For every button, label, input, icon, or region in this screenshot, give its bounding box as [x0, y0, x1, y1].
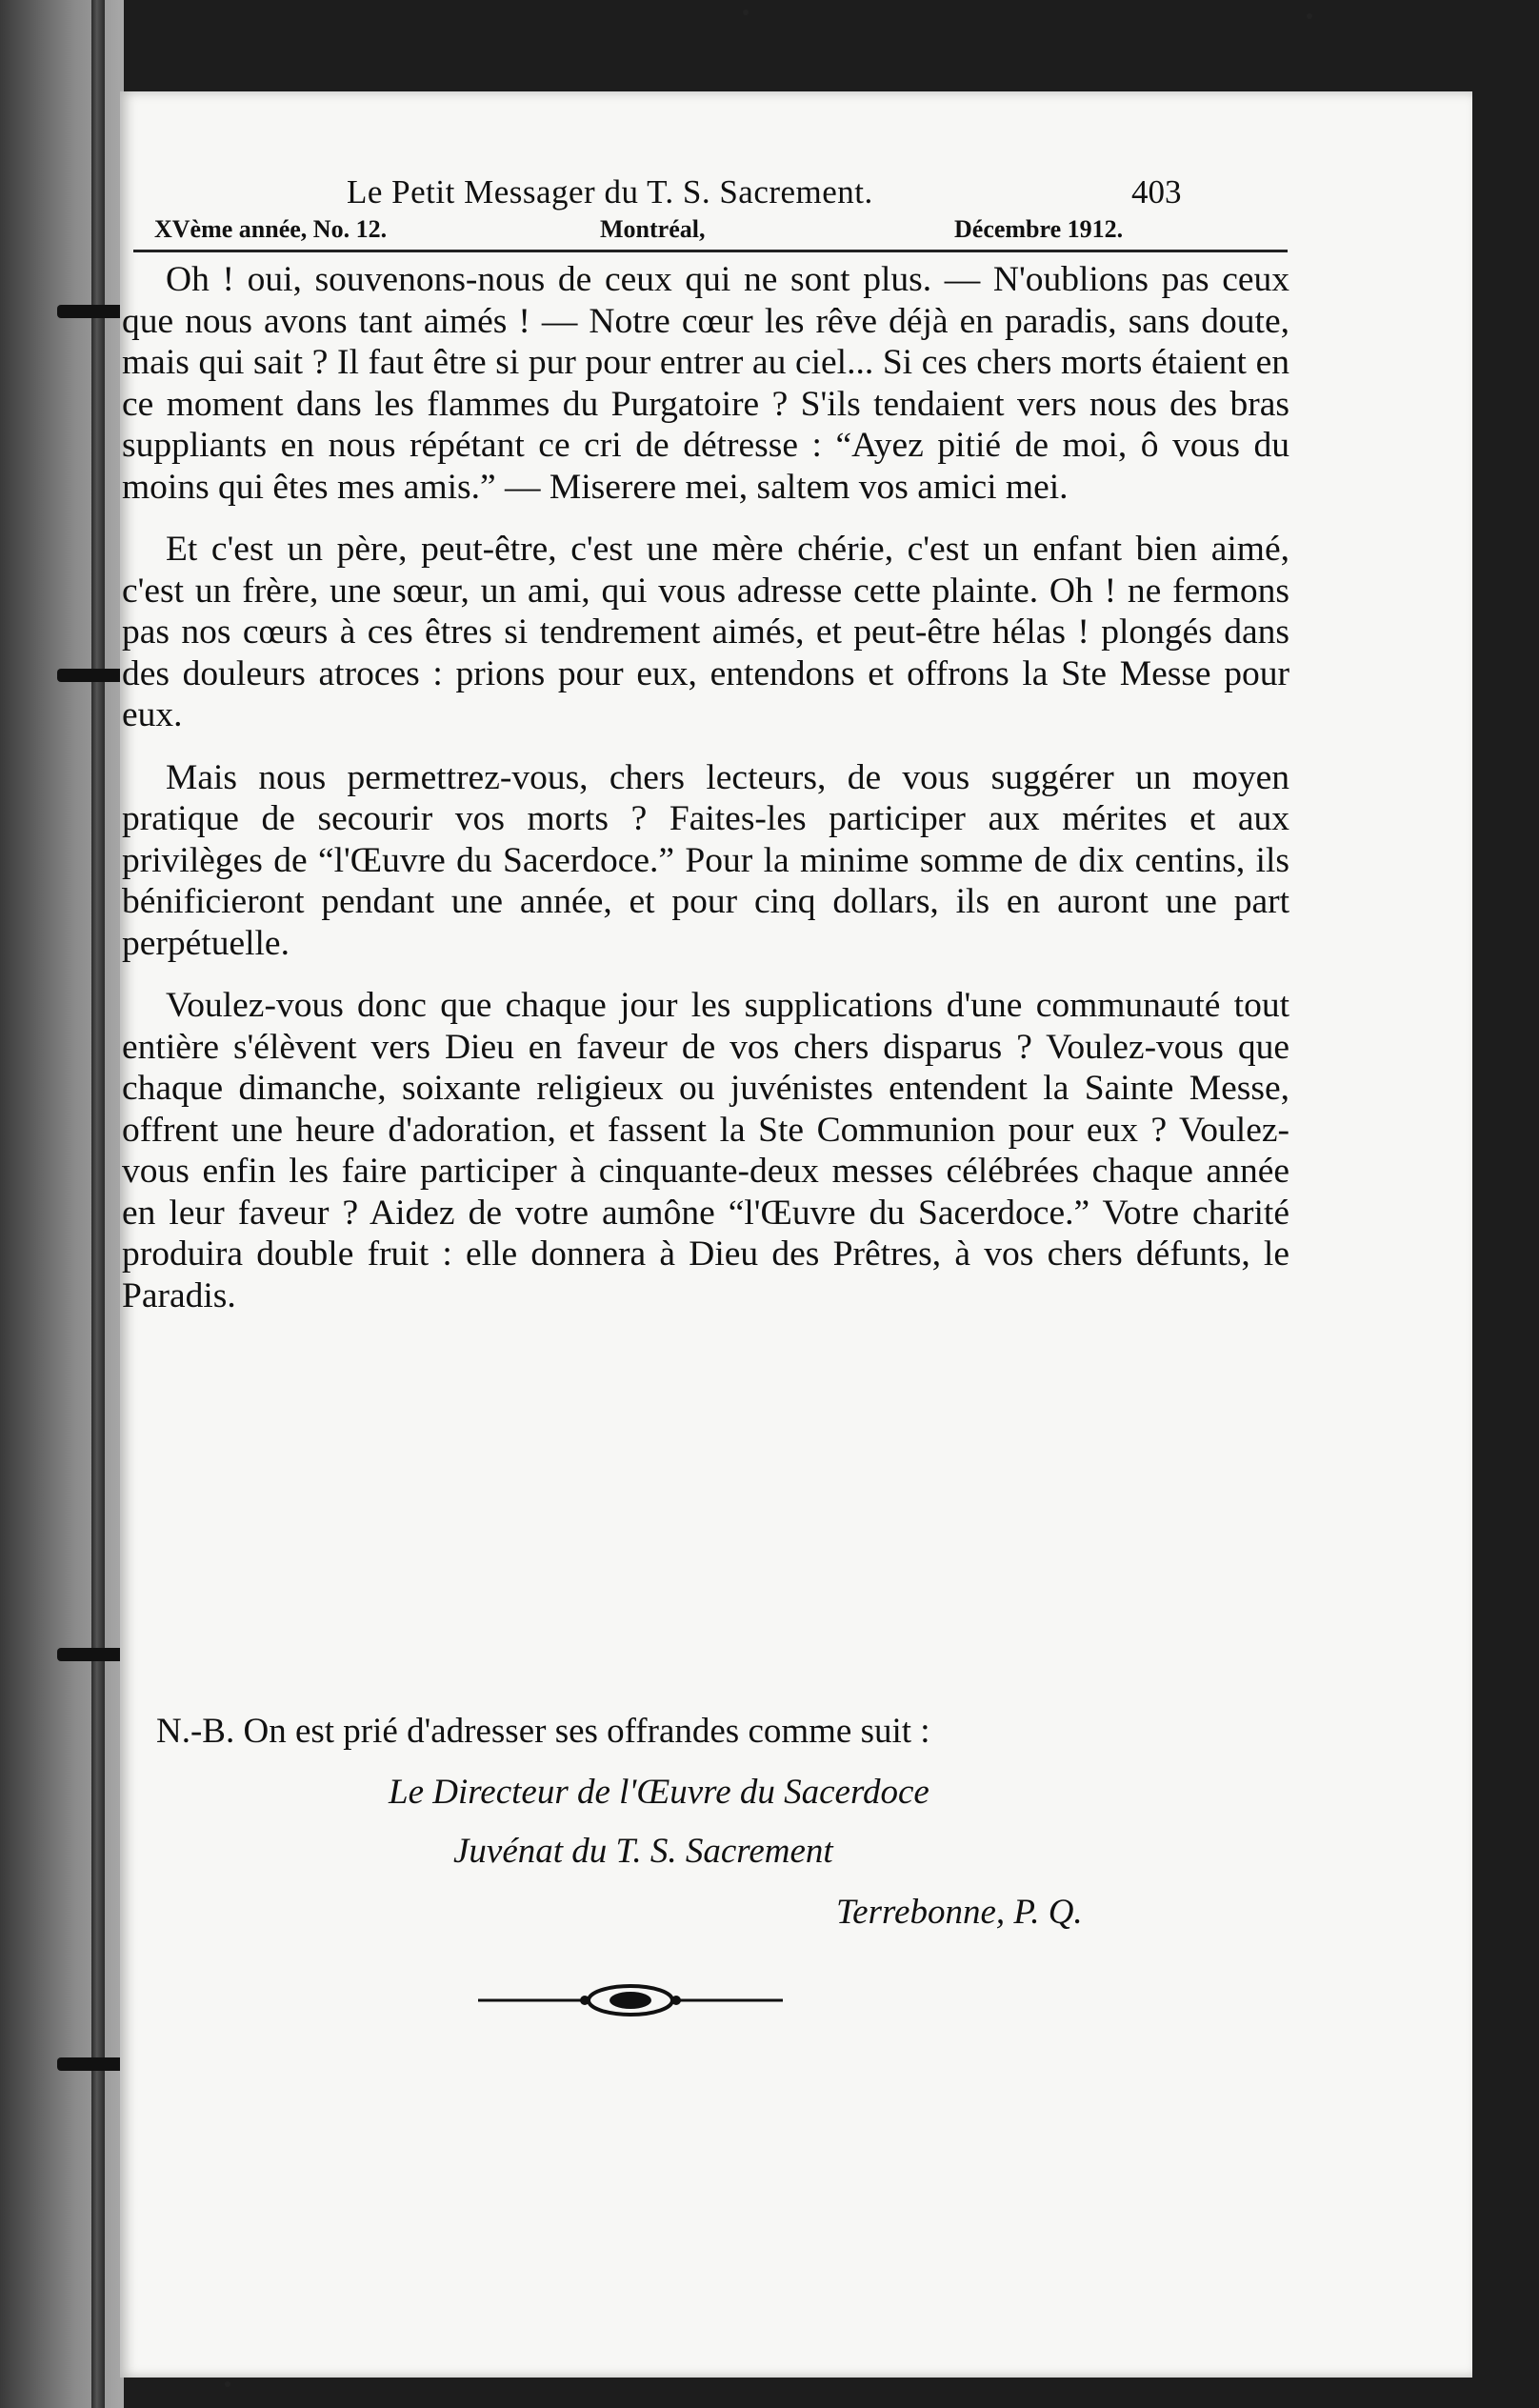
issue-date: Décembre 1912. [954, 215, 1124, 243]
binding-strip [0, 0, 124, 2408]
scan-speck [225, 2381, 230, 2387]
ornament-divider-icon [478, 1983, 783, 2017]
binding-thread [91, 0, 105, 2408]
header-rule [133, 250, 1288, 252]
nota-bene: N.-B. On est prié d'adresser ses offrandes comme suit : [156, 1712, 930, 1751]
issue-city: Montréal, [600, 215, 706, 243]
scan-speck [743, 10, 749, 15]
paragraph: Voulez-vous donc que chaque jour les supplications d'une communauté tout entière s'élèvent vers Dieu en faveur de vos chers disparus ? Voulez-vous que chaque dimanche, soixante religieux ou juvénistes entendent la Sainte Messe, offrent une heure d'adoration, et fassent la Ste Communion pour eux ? Voulez-vous enfin les faire participer à cinquante-deux messes célébrées chaque année en leur faveur ? Aidez de votre aumône “l'Œuvre du Sacerdoce.” Votre charité produira double fruit : elle donnera à Dieu des Prêtres, à vos chers défunts, le Paradis. [122, 986, 1289, 1315]
address-line-3: Terrebonne, P. Q. [836, 1893, 1083, 1932]
scan-speck [1307, 13, 1312, 19]
address-line-1: Le Directeur de l'Œuvre du Sacerdoce [389, 1773, 929, 1812]
page-number: 403 [1131, 173, 1182, 211]
article-body [122, 259, 1289, 1337]
paragraph: Mais nous permettrez-vous, chers lecteurs, de vous suggérer un moyen pratique de secourir vos morts ? Faites-les participer aux mérites et aux privilèges de “l'Œuvre du Sacerdoce.” Pour la minime somme de dix centins, ils bénificieront pendant une année, et pour cinq dollars, ils en auront une part perpétuelle. [122, 757, 1289, 963]
running-title: Le Petit Messager du T. S. Sacrement. [347, 173, 873, 211]
paragraph: Et c'est un père, peut-être, c'est une mère chérie, c'est un enfant bien aimé, c'est un frère, une sœur, un ami, qui vous adresse cette plainte. Oh ! ne fermons pas nos cœurs à ces êtres si tendrement aimés, et peut-être hélas ! plongés dans des douleurs atroces : prions pour eux, entendons et offrons la Ste Messe pour eux. [122, 530, 1289, 734]
issue-year: XVème année, No. 12. [154, 215, 388, 243]
address-line-2: Juvénat du T. S. Sacrement [453, 1832, 833, 1871]
paragraph: Oh ! oui, souvenons-nous de ceux qui ne sont plus. — N'oublions pas ceux que nous avons tant aimés ! — Notre cœur les rêve déjà en paradis, sans doute, mais qui sait ? Il faut être si pur pour entrer au ciel... Si ces chers morts étaient en ce moment dans les flammes du Purgatoire ? S'ils tendaient vers nous des bras suppliants en nous répétant ce cri de détresse : “Ayez pitié de moi, ô vous du moins qui êtes mes amis.” — Miserere mei, saltem vos amici mei. [122, 260, 1289, 507]
